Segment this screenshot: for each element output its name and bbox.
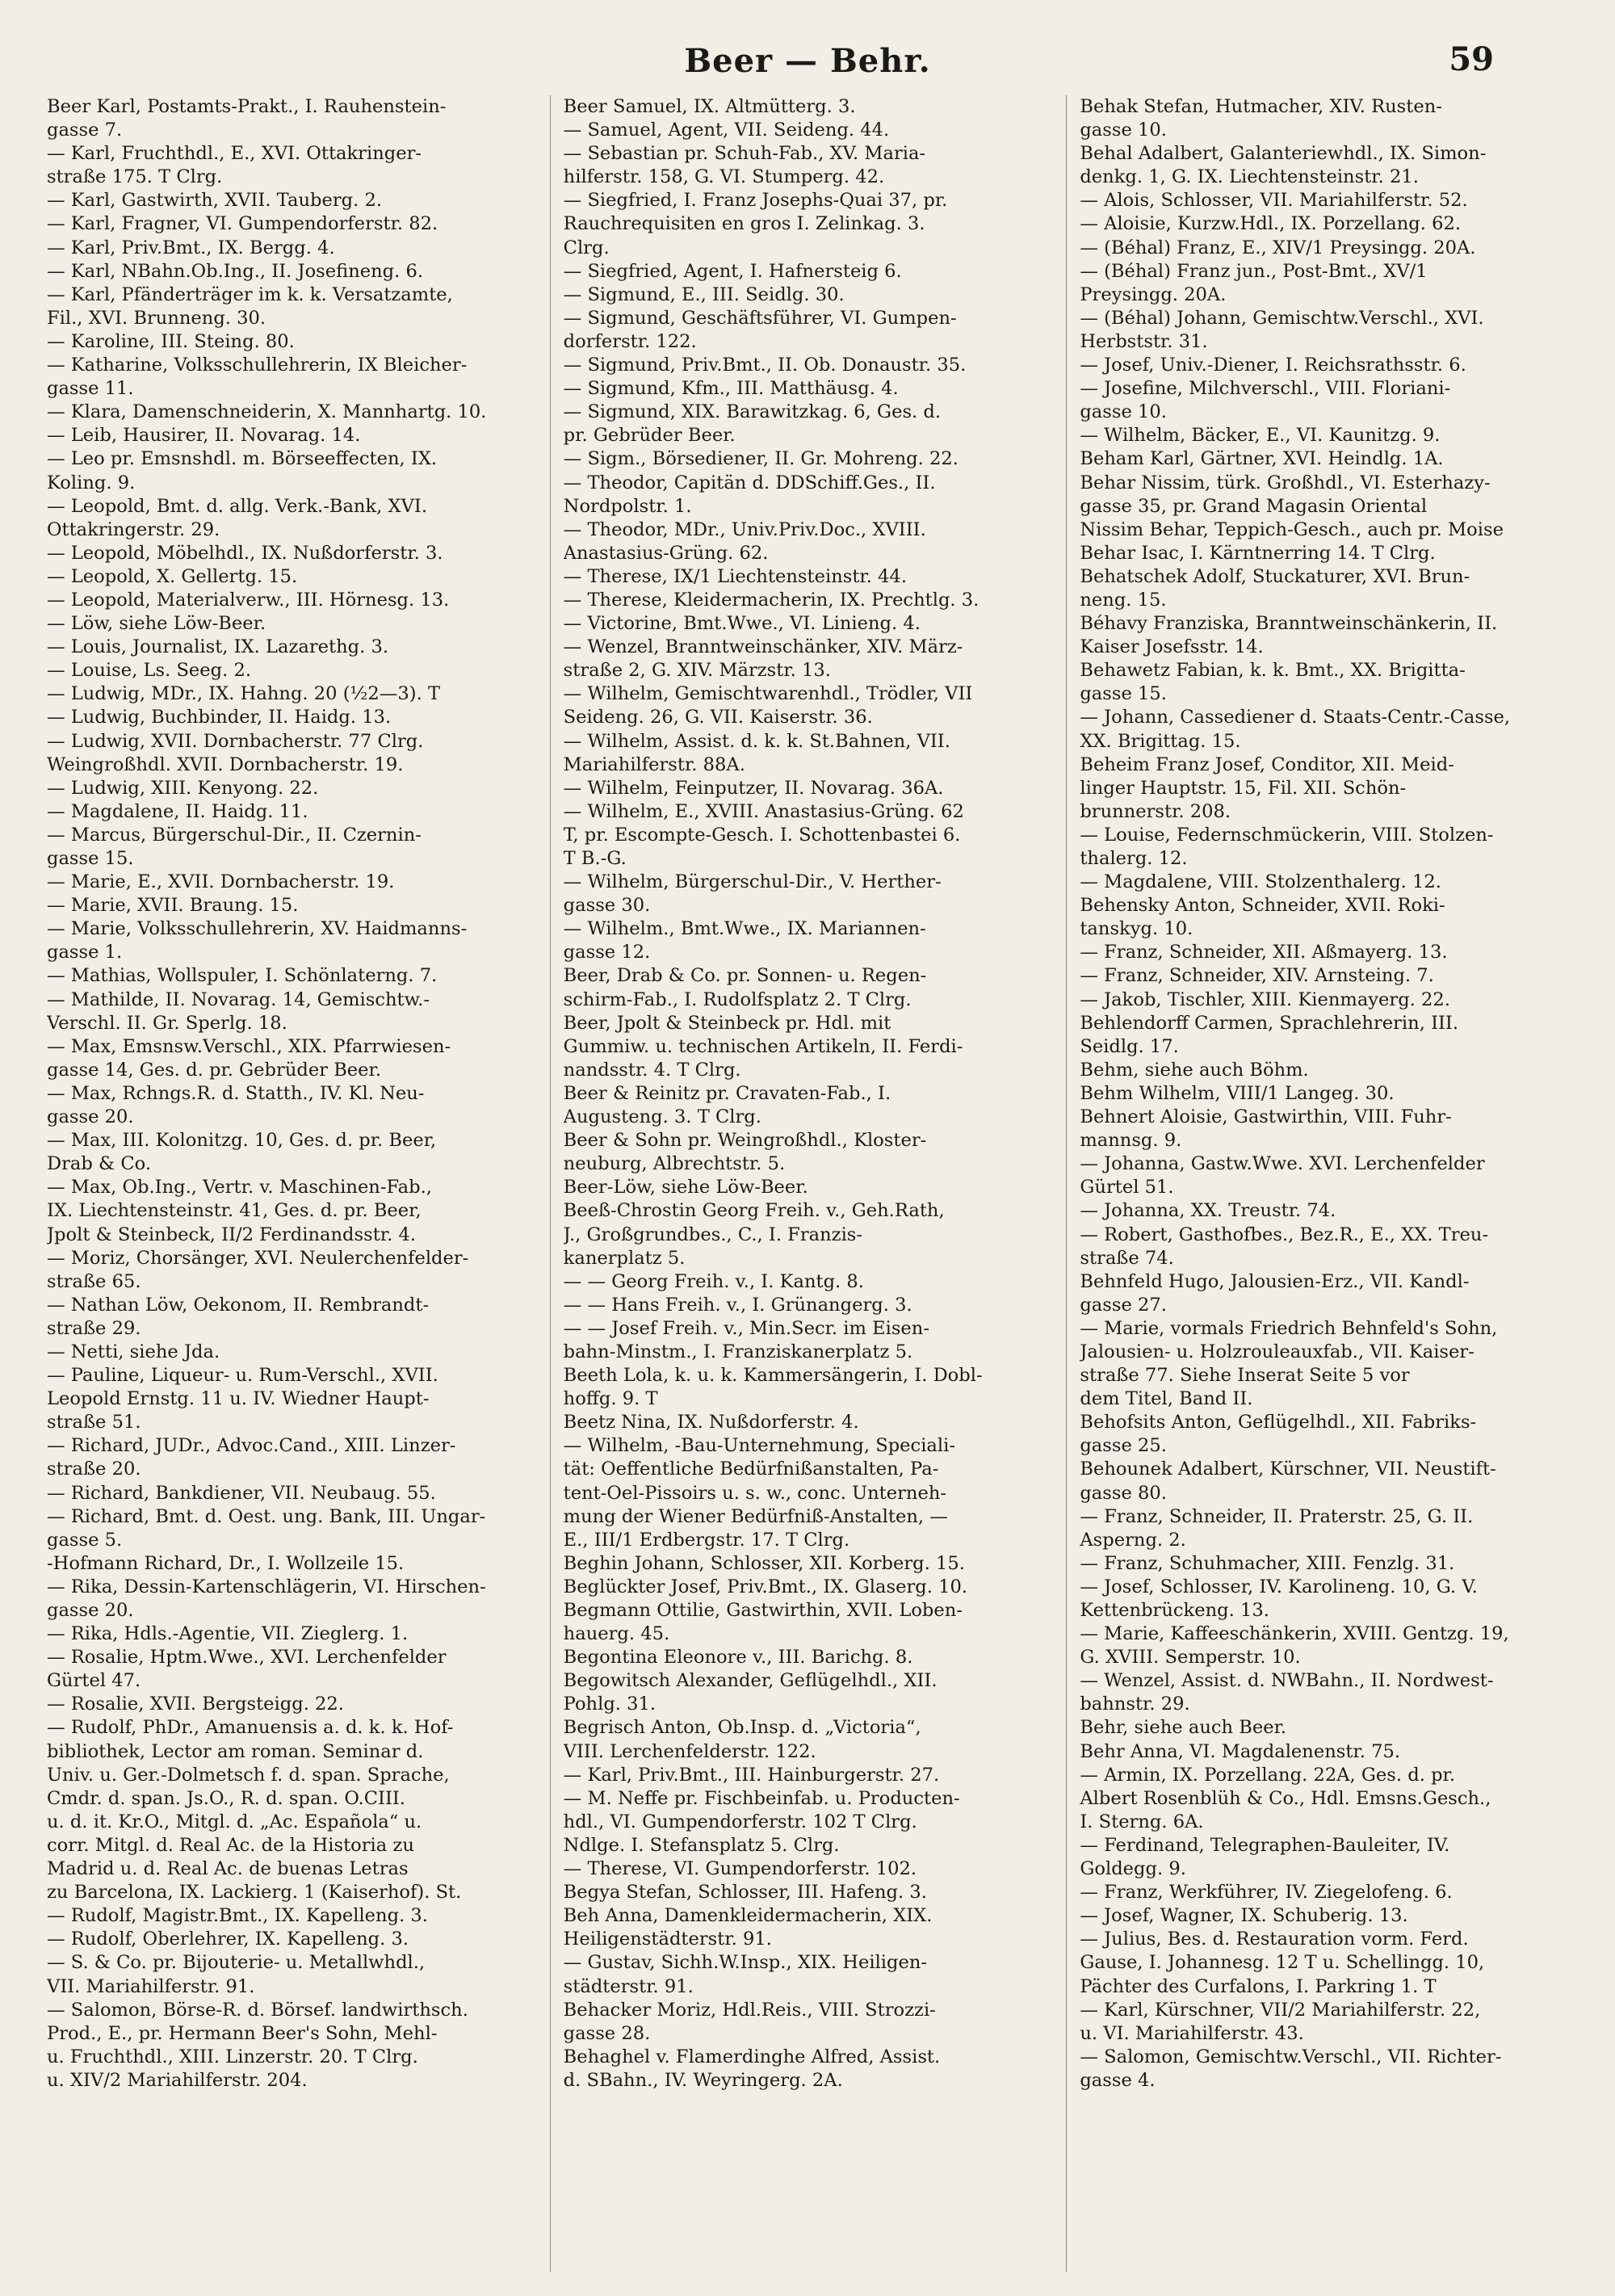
- directory-entry-line: — Magdalene, II. Haidg. 11.: [47, 800, 308, 822]
- directory-entry-line: Behm, siehe auch Böhm.: [1080, 1059, 1309, 1081]
- directory-entry-line: Asperng. 2.: [1080, 1529, 1186, 1551]
- directory-entry-line: — M. Neffe pr. Fischbeinfab. u. Producten-: [563, 1787, 960, 1809]
- directory-entry-line: Beglückter Josef, Priv.Bmt., IX. Glaserg. 10.: [563, 1576, 967, 1597]
- directory-entry-line: — Johanna, XX. Treustr. 74.: [1080, 1200, 1336, 1222]
- directory-entry-line: dorferstr. 122.: [563, 330, 697, 352]
- directory-entry-line: straße 74.: [1080, 1247, 1174, 1269]
- directory-entry-line: — Marcus, Bürgerschul-Dir., II. Czernin-: [47, 824, 422, 846]
- directory-entry-line: Behatschek Adolf, Stuckaturer, XVI. Brun-: [1080, 565, 1470, 587]
- directory-entry-line: — Leopold, Möbelhdl., IX. Nußdorferstr. 3.: [47, 542, 443, 564]
- directory-entry-line: — Alois, Schlosser, VII. Mariahilferstr. 52.: [1080, 190, 1468, 212]
- directory-entry-line: — Karl, Kürschner, VII/2 Mariahilferstr. 22,: [1080, 1999, 1481, 2021]
- directory-entry-line: — (Béhal) Franz jun., Post-Bmt., XV/1: [1080, 260, 1428, 282]
- directory-entry-line: — Max, Rchngs.R. d. Statth., IV. Kl. Neu-: [47, 1082, 425, 1104]
- directory-entry-line: — Siegfried, I. Franz Josephs-Quai 37, pr.: [563, 190, 948, 212]
- directory-entry-line: Nissim Behar, Teppich-Gesch., auch pr. Moise: [1080, 518, 1504, 540]
- directory-entry-line: — Löw, siehe Löw-Beer.: [47, 613, 266, 635]
- directory-entry-line: gasse 25.: [1080, 1435, 1167, 1457]
- directory-entry-line: — Victorine, Bmt.Wwe., VI. Linieng. 4.: [563, 613, 921, 635]
- directory-entry-line: Anastasius-Grüng. 62.: [563, 542, 769, 564]
- directory-entry-line: — Karl, Fragner, VI. Gumpendorferstr. 82.: [47, 213, 438, 235]
- directory-entry-line: zu Barcelona, IX. Lackierg. 1 (Kaiserhof). St.: [47, 1882, 462, 1904]
- directory-entry-line: nandsstr. 4. T Clrg.: [563, 1059, 741, 1081]
- directory-entry-line: T B.-G.: [563, 848, 627, 869]
- directory-entry-line: — Karl, Priv.Bmt., III. Hainburgerstr. 27.: [563, 1764, 940, 1786]
- directory-entry-line: T, pr. Escompte-Gesch. I. Schottenbastei 6.: [563, 824, 961, 846]
- directory-entry-line: gasse 20.: [47, 1106, 134, 1128]
- directory-entry-line: — Rosalie, XVII. Bergsteigg. 22.: [47, 1694, 344, 1715]
- directory-entry-line: — Marie, vormals Friedrich Behnfeld's Sohn,: [1080, 1317, 1498, 1339]
- directory-entry-line: Jpolt & Steinbeck, II/2 Ferdinandsstr. 4.: [47, 1224, 417, 1245]
- directory-entry-line: Beer Karl, Postamts-Prakt., I. Rauhenstein-: [47, 96, 447, 117]
- directory-entry-line: I. Sterng. 6A.: [1080, 1811, 1204, 1832]
- directory-entry-line: — (Béhal) Franz, E., XIV/1 Preysingg. 20A.: [1080, 237, 1476, 258]
- directory-columns: [47, 95, 1583, 2272]
- directory-entry-line: straße 77. Siehe Inserat Seite 5 vor: [1080, 1365, 1410, 1387]
- directory-entry-line: Preysingg. 20A.: [1080, 283, 1227, 305]
- directory-entry-line: Rauchrequisiten en gros I. Zelinkag. 3.: [563, 213, 925, 235]
- directory-entry-line: — Max, Emsnsw.Verschl., XIX. Pfarrwiesen-: [47, 1035, 451, 1057]
- directory-entry-line: — Moriz, Chorsänger, XVI. Neulerchenfelder-: [47, 1247, 469, 1269]
- directory-entry-line: hoffg. 9. T: [563, 1388, 658, 1410]
- directory-entry-line: — Leopold, Materialverw., III. Hörnesg. 13.: [47, 589, 450, 611]
- directory-entry-line: Beetz Nina, IX. Nußdorferstr. 4.: [563, 1412, 859, 1433]
- directory-entry-line: mung der Wiener Bedürfniß-Anstalten, —: [563, 1505, 948, 1527]
- directory-entry-line: — Louis, Journalist, IX. Lazarethg. 3.: [47, 636, 389, 658]
- directory-entry-line: — Wenzel, Branntweinschänker, XIV. März-: [563, 636, 963, 658]
- directory-entry-line: Prod., E., pr. Hermann Beer's Sohn, Mehl-: [47, 2022, 438, 2044]
- directory-entry-line: Begya Stefan, Schlosser, III. Hafeng. 3.: [563, 1882, 927, 1904]
- directory-entry-line: Univ. u. Ger.-Dolmetsch f. d. span. Sprache,: [47, 1764, 450, 1786]
- directory-entry-line: E., III/1 Erdbergstr. 17. T Clrg.: [563, 1529, 850, 1551]
- directory-column-3: [1080, 95, 1583, 2272]
- directory-entry-line: — Louise, Federnschmückerin, VIII. Stolzen-: [1080, 824, 1494, 846]
- directory-entry-line: Behounek Adalbert, Kürschner, VII. Neustift-: [1080, 1459, 1496, 1480]
- directory-entry-line: — Wilhelm, Bürgerschul-Dir., V. Herther-: [563, 871, 942, 893]
- directory-entry-line: Heiligenstädterstr. 91.: [563, 1929, 772, 1950]
- directory-entry-line: — Franz, Schneider, II. Praterstr. 25, G. II.: [1080, 1505, 1474, 1527]
- directory-entry-line: — Pauline, Liqueur- u. Rum-Verschl., XVII.: [47, 1365, 438, 1387]
- directory-entry-line: — Ferdinand, Telegraphen-Bauleiter, IV.: [1080, 1834, 1450, 1856]
- directory-entry-line: Behnert Aloisie, Gastwirthin, VIII. Fuhr-: [1080, 1106, 1452, 1128]
- directory-entry-line: straße 29.: [47, 1317, 141, 1339]
- directory-entry-line: Beeth Lola, k. u. k. Kammersängerin, I. Dobl-: [563, 1365, 983, 1387]
- directory-entry-line: hdl., VI. Gumpendorferstr. 102 T Clrg.: [563, 1811, 917, 1832]
- directory-entry-line: -Hofmann Richard, Dr., I. Wollzeile 15.: [47, 1552, 405, 1574]
- directory-entry-line: — Johann, Cassediener d. Staats-Centr.-Casse,: [1080, 707, 1511, 728]
- directory-entry-line: — Max, III. Kolonitzg. 10, Ges. d. pr. Beer,: [47, 1130, 437, 1152]
- directory-entry-line: Behm Wilhelm, VIII/1 Langeg. 30.: [1080, 1082, 1395, 1104]
- directory-entry-line: Behnfeld Hugo, Jalousien-Erz., VII. Kandl-: [1080, 1270, 1470, 1292]
- directory-entry-line: gasse 15.: [1080, 683, 1167, 705]
- directory-entry-line: Pohlg. 31.: [563, 1694, 656, 1715]
- directory-entry-line: — Mathias, Wollspuler, I. Schönlaterng. 7.: [47, 965, 438, 987]
- directory-entry-line: — Leopold, Bmt. d. allg. Verk.-Bank, XVI.: [47, 495, 428, 517]
- directory-entry-line: — Rosalie, Hptm.Wwe., XVI. Lerchenfelder: [47, 1647, 447, 1668]
- directory-entry-line: — Mathilde, II. Novarag. 14, Gemischtw.-: [47, 988, 430, 1010]
- directory-entry-line: — Netti, siehe Jda.: [47, 1341, 220, 1362]
- directory-entry-line: — Karl, Gastwirth, XVII. Tauberg. 2.: [47, 190, 383, 212]
- directory-entry-line: Béhavy Franziska, Branntweinschänkerin, II.: [1080, 613, 1498, 635]
- directory-entry-line: schirm-Fab., I. Rudolfsplatz 2. T Clrg.: [563, 988, 912, 1010]
- page-number: 59: [1449, 40, 1494, 78]
- directory-entry-line: — Franz, Schuhmacher, XIII. Fenzlg. 31.: [1080, 1552, 1455, 1574]
- directory-entry-line: Weingroßhdl. XVII. Dornbacherstr. 19.: [47, 753, 404, 775]
- directory-entry-line: XX. Brigittag. 15.: [1080, 730, 1241, 752]
- directory-entry-line: — Wilhelm, E., XVIII. Anastasius-Grüng. 62: [563, 800, 964, 822]
- directory-entry-line: — Josef, Wagner, IX. Schuberig. 13.: [1080, 1905, 1408, 1927]
- directory-entry-line: Gause, I. Johannesg. 12 T u. Schellingg. 10,: [1080, 1952, 1485, 1974]
- directory-entry-line: — Karl, Fruchthdl., E., XVI. Ottakringer-: [47, 143, 422, 165]
- directory-entry-line: tät: Oeffentliche Bedürfnißanstalten, Pa-: [563, 1459, 939, 1480]
- directory-entry-line: — Leo pr. Emsnshdl. m. Börseeffecten, IX.: [47, 448, 438, 470]
- directory-entry-line: G. XVIII. Semperstr. 10.: [1080, 1647, 1301, 1668]
- directory-entry-line: gasse 27.: [1080, 1294, 1167, 1316]
- directory-entry-line: Behar Isac, I. Kärntnerring 14. T Clrg.: [1080, 542, 1436, 564]
- directory-entry-line: — Richard, JUDr., Advoc.Cand., XIII. Linzer-: [47, 1435, 456, 1457]
- directory-entry-line: — Theodor, MDr., Univ.Priv.Doc., XVIII.: [563, 518, 926, 540]
- directory-entry-line: Beer, Drab & Co. pr. Sonnen- u. Regen-: [563, 965, 927, 987]
- directory-entry-line: — Max, Ob.Ing., Vertr. v. Maschinen-Fab.,: [47, 1177, 432, 1198]
- directory-entry-line: straße 65.: [47, 1270, 141, 1292]
- directory-entry-line: Leopold Ernstg. 11 u. IV. Wiedner Haupt-: [47, 1388, 430, 1410]
- directory-entry-line: — Leopold, X. Gellertg. 15.: [47, 565, 298, 587]
- directory-entry-line: Behawetz Fabian, k. k. Bmt., XX. Brigitta-: [1080, 660, 1466, 682]
- directory-entry-line: Behal Adalbert, Galanteriewhdl., IX. Simon-: [1080, 143, 1487, 165]
- directory-column-1: [47, 95, 551, 2272]
- directory-entry-line: — S. & Co. pr. Bijouterie- u. Metallwhdl.,: [47, 1952, 426, 1974]
- directory-entry-line: — Nathan Löw, Oekonom, II. Rembrandt-: [47, 1294, 430, 1316]
- directory-entry-line: — Karoline, III. Steing. 80.: [47, 330, 295, 352]
- directory-entry-line: — Aloisie, Kurzw.Hdl., IX. Porzellang. 62.: [1080, 213, 1462, 235]
- directory-entry-line: Seideng. 26, G. VII. Kaiserstr. 36.: [563, 707, 873, 728]
- directory-entry-line: — Richard, Bmt. d. Oest. ung. Bank, III. Ungar-: [47, 1505, 486, 1527]
- directory-entry-line: — Theodor, Capitän d. DDSchiff.Ges., II.: [563, 472, 936, 493]
- directory-entry-line: Gürtel 47.: [47, 1670, 141, 1692]
- directory-entry-line: — Sigm., Börsediener, II. Gr. Mohreng. 22.: [563, 448, 959, 470]
- directory-entry-line: Kettenbrückeng. 13.: [1080, 1600, 1269, 1621]
- directory-entry-line: VII. Mariahilferstr. 91.: [47, 1975, 255, 1997]
- directory-entry-line: Ndlge. I. Stefansplatz 5. Clrg.: [563, 1834, 840, 1856]
- directory-entry-line: — Rika, Dessin-Kartenschlägerin, VI. Hirschen-: [47, 1576, 486, 1597]
- directory-entry-line: Clrg.: [563, 237, 610, 258]
- directory-entry-line: — Therese, VI. Gumpendorferstr. 102.: [563, 1858, 917, 1880]
- directory-entry-line: — Josef, Univ.-Diener, I. Reichsrathsstr. 6.: [1080, 355, 1466, 376]
- directory-entry-line: J., Großgrundbes., C., I. Franzis-: [563, 1224, 863, 1245]
- directory-entry-line: Cmdr. d. span. Js.O., R. d. span. O.CIII.: [47, 1787, 405, 1809]
- directory-entry-line: Behacker Moriz, Hdl.Reis., VIII. Strozzi-: [563, 1999, 936, 2021]
- directory-entry-line: — Johanna, Gastw.Wwe. XVI. Lerchenfelder: [1080, 1153, 1485, 1175]
- directory-entry-line: Behar Nissim, türk. Großhdl., VI. Esterhazy-: [1080, 472, 1491, 493]
- directory-entry-line: Beer & Sohn pr. Weingroßhdl., Kloster-: [563, 1130, 927, 1152]
- directory-entry-line: Begrisch Anton, Ob.Insp. d. „Victoria“,: [563, 1717, 921, 1739]
- directory-entry-line: gasse 20.: [47, 1600, 134, 1621]
- directory-entry-line: corr. Mitgl. d. Real Ac. de la Historia zu: [47, 1834, 414, 1856]
- directory-entry-line: — Ludwig, XIII. Kenyong. 22.: [47, 777, 319, 799]
- directory-entry-line: neng. 15.: [1080, 589, 1167, 611]
- directory-entry-line: Behr Anna, VI. Magdalenenstr. 75.: [1080, 1740, 1401, 1762]
- directory-entry-line: Beh Anna, Damenkleidermacherin, XIX.: [563, 1905, 933, 1927]
- directory-entry-line: kanerplatz 5.: [563, 1247, 686, 1269]
- directory-entry-line: — Sigmund, Geschäftsführer, VI. Gumpen-: [563, 307, 957, 329]
- directory-entry-line: u. d. it. Kr.O., Mitgl. d. „Ac. Española“ u.: [47, 1811, 422, 1832]
- directory-entry-line: Beham Karl, Gärtner, XVI. Heindlg. 1A.: [1080, 448, 1444, 470]
- directory-entry-line: — Wilhelm, Bäcker, E., VI. Kaunitzg. 9.: [1080, 425, 1441, 447]
- directory-entry-line: neuburg, Albrechtstr. 5.: [563, 1153, 786, 1175]
- directory-entry-line: gasse 11.: [47, 378, 134, 400]
- directory-entry-line: straße 20.: [47, 1459, 141, 1480]
- directory-entry-line: — Wilhelm., Bmt.Wwe., IX. Mariannen-: [563, 918, 926, 940]
- directory-entry-line: — — Hans Freih. v., I. Grünangerg. 3.: [563, 1294, 912, 1316]
- directory-entry-line: gasse 10.: [1080, 120, 1167, 141]
- directory-entry-line: denkg. 1, G. IX. Liechtensteinstr. 21.: [1080, 166, 1419, 188]
- directory-entry-line: Begowitsch Alexander, Geflügelhdl., XII.: [563, 1670, 938, 1692]
- directory-entry-line: tent-Oel-Pissoirs u. s. w., conc. Unterneh-: [563, 1482, 947, 1504]
- directory-entry-line: — Josefine, Milchverschl., VIII. Floriani-: [1080, 378, 1451, 400]
- directory-entry-line: dem Titel, Band II.: [1080, 1388, 1253, 1410]
- directory-entry-line: — Salomon, Börse-R. d. Börsef. landwirthsch.: [47, 1999, 468, 2021]
- directory-entry-line: — Magdalene, VIII. Stolzenthalerg. 12.: [1080, 871, 1441, 893]
- directory-entry-line: gasse 7.: [47, 120, 123, 141]
- directory-entry-line: — Rudolf, Oberlehrer, IX. Kapelleng. 3.: [47, 1929, 409, 1950]
- directory-entry-line: Behofsits Anton, Geflügelhdl., XII. Fabriks-: [1080, 1412, 1477, 1433]
- directory-entry-line: gasse 28.: [563, 2022, 651, 2044]
- directory-entry-line: d. SBahn., IV. Weyringerg. 2A.: [563, 2069, 843, 2091]
- directory-entry-line: — Gustav, Sichh.W.Insp., XIX. Heiligen-: [563, 1952, 928, 1974]
- directory-entry-line: — Katharine, Volksschullehrerin, IX Bleicher-: [47, 355, 468, 376]
- directory-entry-line: — Julius, Bes. d. Restauration vorm. Ferd.: [1080, 1929, 1469, 1950]
- directory-entry-line: — Wilhelm, -Bau-Unternehmung, Speciali-: [563, 1435, 955, 1457]
- directory-entry-line: Behr, siehe auch Beer.: [1080, 1717, 1287, 1739]
- directory-entry-line: — Sebastian pr. Schuh-Fab., XV. Maria-: [563, 143, 926, 165]
- directory-entry-line: — Josef, Schlosser, IV. Karolineng. 10, G. V.: [1080, 1576, 1478, 1597]
- directory-entry-line: Beheim Franz Josef, Conditor, XII. Meid-: [1080, 753, 1454, 775]
- directory-entry-line: Gürtel 51.: [1080, 1177, 1174, 1198]
- directory-entry-line: — Ludwig, MDr., IX. Hahng. 20 (½2—3). T: [47, 683, 441, 705]
- directory-entry-line: — (Béhal) Johann, Gemischtw.Verschl., XVI.: [1080, 307, 1484, 329]
- directory-entry-line: — Wenzel, Assist. d. NWBahn., II. Nordwest-: [1080, 1670, 1494, 1692]
- directory-entry-line: Gummiw. u. technischen Artikeln, II. Ferdi-: [563, 1035, 963, 1057]
- directory-entry-line: — Richard, Bankdiener, VII. Neubaug. 55.: [47, 1482, 436, 1504]
- directory-entry-line: linger Hauptstr. 15, Fil. XII. Schön-: [1080, 777, 1407, 799]
- page-header: [0, 24, 1615, 81]
- directory-entry-line: Nordpolstr. 1.: [563, 495, 692, 517]
- directory-entry-line: städterstr. 91.: [563, 1975, 694, 1997]
- directory-entry-line: gasse 1.: [47, 942, 123, 963]
- directory-entry-line: — Therese, IX/1 Liechtensteinstr. 44.: [563, 565, 908, 587]
- directory-entry-line: — Wilhelm, Assist. d. k. k. St.Bahnen, VII.: [563, 730, 950, 752]
- directory-entry-line: Jalousien- u. Holzrouleauxfab., VII. Kaiser-: [1080, 1341, 1474, 1362]
- directory-entry-line: — Franz, Schneider, XIV. Arnsteing. 7.: [1080, 965, 1434, 987]
- directory-entry-line: Begmann Ottilie, Gastwirthin, XVII. Loben-: [563, 1600, 963, 1621]
- directory-entry-line: u. VI. Mariahilferstr. 43.: [1080, 2022, 1304, 2044]
- directory-entry-line: — Samuel, Agent, VII. Seideng. 44.: [563, 120, 890, 141]
- directory-entry-line: bahn-Minstm., I. Franziskanerplatz 5.: [563, 1341, 913, 1362]
- directory-entry-line: bahnstr. 29.: [1080, 1694, 1190, 1715]
- directory-entry-line: — Karl, Priv.Bmt., IX. Bergg. 4.: [47, 237, 335, 258]
- directory-entry-line: Behensky Anton, Schneider, XVII. Roki-: [1080, 895, 1445, 917]
- directory-entry-line: — — Georg Freih. v., I. Kantg. 8.: [563, 1270, 864, 1292]
- directory-entry-line: Fil., XVI. Brunneng. 30.: [47, 307, 266, 329]
- directory-entry-line: Begontina Eleonore v., III. Barichg. 8.: [563, 1647, 913, 1668]
- directory-entry-line: — Armin, IX. Porzellang. 22A, Ges. d. pr.: [1080, 1764, 1456, 1786]
- directory-entry-line: — Franz, Schneider, XII. Aßmayerg. 13.: [1080, 942, 1448, 963]
- directory-entry-line: Kaiser Josefsstr. 14.: [1080, 636, 1264, 658]
- directory-entry-line: — Ludwig, XVII. Dornbacherstr. 77 Clrg.: [47, 730, 424, 752]
- directory-entry-line: Ottakringerstr. 29.: [47, 518, 220, 540]
- directory-entry-line: — Sigmund, E., III. Seidlg. 30.: [563, 283, 845, 305]
- directory-entry-line: bibliothek, Lector am roman. Seminar d.: [47, 1740, 424, 1762]
- directory-entry-line: — Wilhelm, Gemischtwarenhdl., Trödler, VII: [563, 683, 973, 705]
- directory-entry-line: brunnerstr. 208.: [1080, 800, 1231, 822]
- directory-entry-line: — Marie, Kaffeeschänkerin, XVIII. Gentzg. 19,: [1080, 1623, 1509, 1645]
- directory-entry-line: gasse 35, pr. Grand Magasin Oriental: [1080, 495, 1428, 517]
- directory-entry-line: — Rika, Hdls.-Agentie, VII. Zieglerg. 1.: [47, 1623, 409, 1645]
- directory-entry-line: Beeß-Chrostin Georg Freih. v., Geh.Rath,: [563, 1200, 945, 1222]
- directory-entry-line: thalerg. 12.: [1080, 848, 1188, 869]
- directory-entry-line: — Klara, Damenschneiderin, X. Mannhartg. 10.: [47, 401, 487, 423]
- directory-entry-line: — Rudolf, Magistr.Bmt., IX. Kapelleng. 3.: [47, 1905, 428, 1927]
- directory-entry-line: Verschl. II. Gr. Sperlg. 18.: [47, 1012, 287, 1034]
- directory-entry-line: — Ludwig, Buchbinder, II. Haidg. 13.: [47, 707, 392, 728]
- directory-entry-line: Madrid u. d. Real Ac. de buenas Letras: [47, 1858, 409, 1880]
- directory-entry-line: — Salomon, Gemischtw.Verschl., VII. Richter-: [1080, 2046, 1502, 2067]
- directory-entry-line: pr. Gebrüder Beer.: [563, 425, 736, 447]
- directory-entry-line: — Rudolf, PhDr., Amanuensis a. d. k. k. Hof-: [47, 1717, 454, 1739]
- directory-entry-line: — Karl, Pfänderträger im k. k. Versatzamte,: [47, 283, 453, 305]
- directory-entry-line: hilferstr. 158, G. VI. Stumperg. 42.: [563, 166, 885, 188]
- directory-entry-line: gasse 10.: [1080, 401, 1167, 423]
- directory-entry-line: — Marie, XVII. Braung. 15.: [47, 895, 299, 917]
- directory-entry-line: — Marie, Volksschullehrerin, XV. Haidmanns-: [47, 918, 468, 940]
- directory-entry-line: Mariahilferstr. 88A.: [563, 753, 745, 775]
- directory-entry-line: Beer, Jpolt & Steinbeck pr. Hdl. mit: [563, 1012, 891, 1034]
- directory-entry-line: u. Fruchthdl., XIII. Linzerstr. 20. T Clrg.: [47, 2046, 418, 2067]
- directory-entry-line: — Franz, Werkführer, IV. Ziegelofeng. 6.: [1080, 1882, 1453, 1904]
- directory-entry-line: gasse 4.: [1080, 2069, 1156, 2091]
- directory-entry-line: tanskyg. 10.: [1080, 918, 1193, 940]
- directory-entry-line: — Marie, E., XVII. Dornbacherstr. 19.: [47, 871, 395, 893]
- directory-entry-line: VIII. Lerchenfelderstr. 122.: [563, 1740, 816, 1762]
- directory-entry-line: — Jakob, Tischler, XIII. Kienmayerg. 22.: [1080, 988, 1450, 1010]
- directory-entry-line: Seidlg. 17.: [1080, 1035, 1179, 1057]
- directory-entry-line: straße 2, G. XIV. Märzstr. 13.: [563, 660, 831, 682]
- directory-entry-line: — Karl, NBahn.Ob.Ing., II. Josefineng. 6.: [47, 260, 424, 282]
- directory-entry-line: Pächter des Curfalons, I. Parkring 1. T: [1080, 1975, 1437, 1997]
- directory-entry-line: Herbststr. 31.: [1080, 330, 1208, 352]
- directory-entry-line: — Sigmund, Kfm., III. Matthäusg. 4.: [563, 378, 899, 400]
- running-title: Beer — Behr.: [684, 42, 931, 80]
- directory-entry-line: gasse 80.: [1080, 1482, 1167, 1504]
- directory-entry-line: Behak Stefan, Hutmacher, XIV. Rusten-: [1080, 96, 1442, 117]
- directory-entry-line: gasse 30.: [563, 895, 651, 917]
- directory-entry-line: Beer & Reinitz pr. Cravaten-Fab., I.: [563, 1082, 891, 1104]
- directory-entry-line: Koling. 9.: [47, 472, 136, 493]
- directory-entry-line: Albert Rosenblüh & Co., Hdl. Emsns.Gesch.,: [1080, 1787, 1491, 1809]
- directory-entry-line: — Robert, Gasthofbes., Bez.R., E., XX. Treu-: [1080, 1224, 1489, 1245]
- directory-entry-line: Beer-Löw, siehe Löw-Beer.: [563, 1177, 808, 1198]
- directory-entry-line: Behaghel v. Flamerdinghe Alfred, Assist.: [563, 2046, 941, 2067]
- directory-entry-line: — Sigmund, XIX. Barawitzkag. 6, Ges. d.: [563, 401, 942, 423]
- directory-entry-line: Behlendorff Carmen, Sprachlehrerin, III.: [1080, 1012, 1459, 1034]
- directory-entry-line: — Louise, Ls. Seeg. 2.: [47, 660, 252, 682]
- directory-entry-line: mannsg. 9.: [1080, 1130, 1182, 1152]
- directory-entry-line: — Therese, Kleidermacherin, IX. Prechtlg. 3.: [563, 589, 979, 611]
- directory-entry-line: — Siegfried, Agent, I. Hafnersteig 6.: [563, 260, 902, 282]
- directory-entry-line: — Sigmund, Priv.Bmt., II. Ob. Donaustr. 35.: [563, 355, 967, 376]
- directory-entry-line: — — Josef Freih. v., Min.Secr. im Eisen-: [563, 1317, 929, 1339]
- directory-entry-line: gasse 5.: [47, 1529, 123, 1551]
- directory-entry-line: u. XIV/2 Mariahilferstr. 204.: [47, 2069, 308, 2091]
- directory-entry-line: Goldegg. 9.: [1080, 1858, 1186, 1880]
- directory-entry-line: gasse 14, Ges. d. pr. Gebrüder Beer.: [47, 1059, 382, 1081]
- directory-entry-line: hauerg. 45.: [563, 1623, 670, 1645]
- directory-entry-line: Beghin Johann, Schlosser, XII. Korberg. 15.: [563, 1552, 965, 1574]
- directory-entry-line: Beer Samuel, IX. Altmütterg. 3.: [563, 96, 856, 117]
- directory-entry-line: — Leib, Hausirer, II. Novarag. 14.: [47, 425, 361, 447]
- directory-entry-line: gasse 12.: [563, 942, 651, 963]
- directory-entry-line: straße 51.: [47, 1412, 141, 1433]
- directory-entry-line: straße 175. T Clrg.: [47, 166, 223, 188]
- directory-entry-line: Drab & Co.: [47, 1153, 151, 1175]
- directory-entry-line: Augusteng. 3. T Clrg.: [563, 1106, 761, 1128]
- directory-entry-line: gasse 15.: [47, 848, 134, 869]
- directory-column-2: [564, 95, 1068, 2272]
- directory-entry-line: — Wilhelm, Feinputzer, II. Novarag. 36A.: [563, 777, 944, 799]
- directory-entry-line: IX. Liechtensteinstr. 41, Ges. d. pr. Beer,: [47, 1200, 422, 1222]
